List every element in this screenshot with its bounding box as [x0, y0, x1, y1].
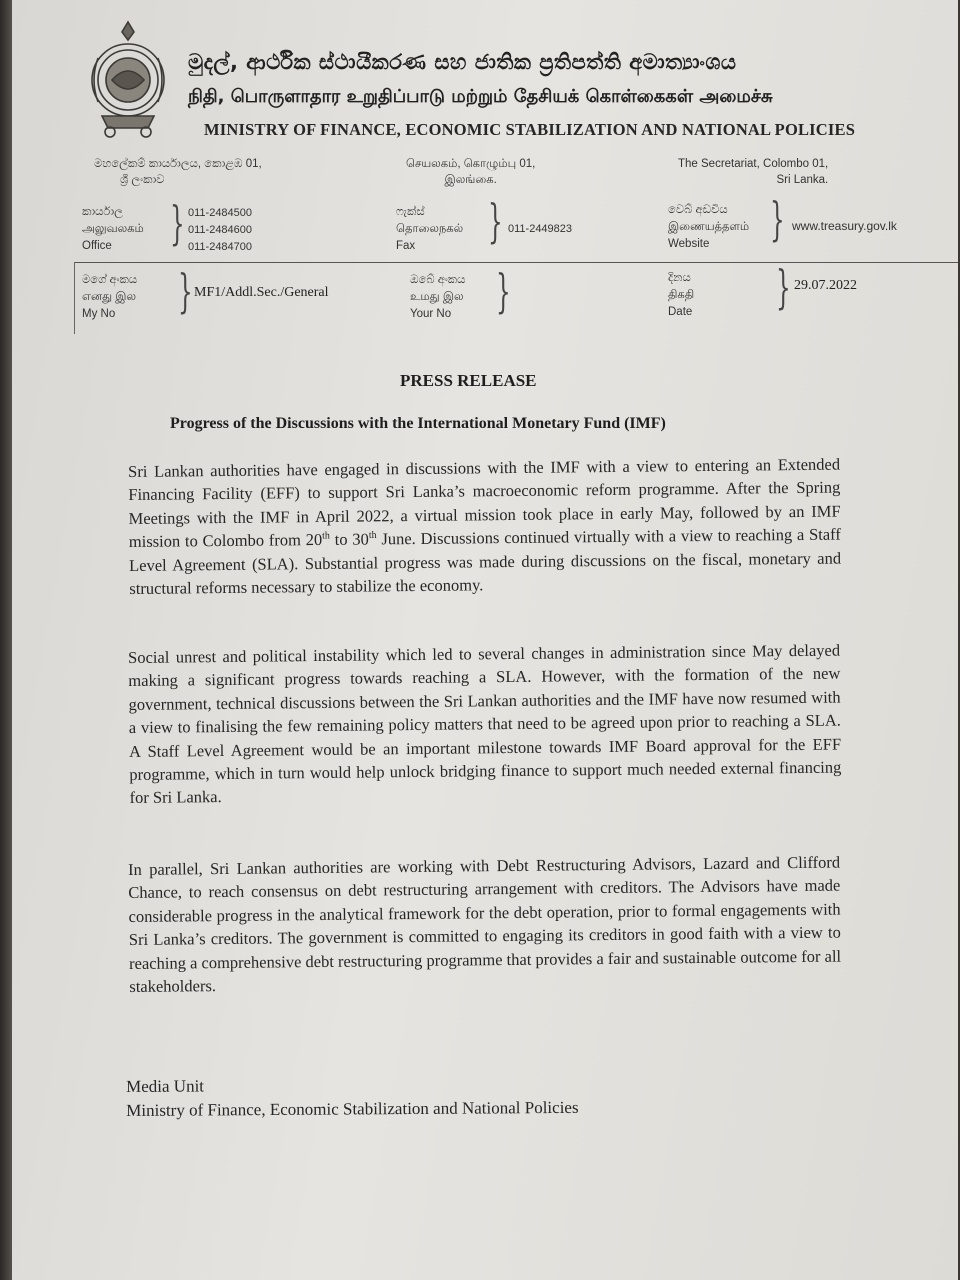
- website-link[interactable]: www.treasury.gov.lk: [792, 219, 897, 233]
- office-number-1: 011-2484500: [188, 207, 253, 219]
- office-contact-block: [82, 204, 144, 255]
- address-sinhala-line1: මහලේකම් කාර්යාලය, කොළඹ 01,: [94, 158, 262, 170]
- my-no-label-ta: எனது இல: [82, 291, 137, 303]
- fax-label-si: ෆැක්ස්: [396, 206, 425, 218]
- your-no-label-block: [410, 272, 465, 323]
- date-brace: }: [776, 260, 791, 314]
- date-label-ta: திகதி: [668, 289, 695, 301]
- paragraph-1-part-b: June. Discussions continued virtually with a view to reaching a Staff Level Agreement (SLA). Substantial progress was made during discussions on the fiscal, monetary and structural reforms necessary to stabilize the economy.: [129, 524, 842, 599]
- fax-brace: }: [488, 194, 503, 248]
- address-english: [678, 156, 828, 188]
- date-label-block: [668, 270, 694, 321]
- fax-label-en: Fax: [396, 240, 416, 252]
- press-release-heading: PRESS RELEASE: [400, 371, 537, 390]
- website-brace: }: [770, 192, 785, 246]
- your-no-label-en: Your No: [410, 308, 452, 320]
- paragraph-1-part-a: Sri Lankan authorities have engaged in discussions with the IMF with a view to entering an Extended Financing Facility (EFF) to support Sri Lanka’s macroeconomic reform programme. After the Spring Meetings with the IMF in April 2022, a virtual mission took place in early May, followed by an IMF mission to Colombo from 20: [128, 454, 841, 552]
- my-no-label-block: [82, 272, 137, 323]
- fax-label-ta: தொலைநகல்: [396, 223, 464, 235]
- superscript-th-2: th: [368, 530, 377, 542]
- press-release-subtitle: Progress of the Discussions with the International Monetary Fund (IMF): [170, 415, 666, 432]
- fax-number: 011-2449823: [508, 223, 573, 235]
- ministry-title-english: MINISTRY OF FINANCE, ECONOMIC STABILIZATION AND NATIONAL POLICIES: [204, 120, 856, 139]
- office-number-3: 011-2484700: [188, 241, 253, 253]
- address-sinhala-line2: ශ්‍රී ලංකාව: [120, 174, 165, 186]
- paragraph-1-mid: to 30: [329, 529, 369, 550]
- website-label-en: Website: [668, 238, 710, 250]
- your-no-label-si: ඔබේ අංකය: [410, 274, 466, 286]
- signature-unit: Media Unit: [126, 1076, 205, 1096]
- header-left-border: [74, 262, 75, 334]
- website-label-ta: இணையத்தளம்: [668, 221, 750, 233]
- signature-ministry: Ministry of Finance, Economic Stabilization and National Policies: [126, 1097, 579, 1120]
- my-no-label-en: My No: [82, 308, 116, 320]
- office-label-en: Office: [82, 240, 112, 252]
- address-tamil-line1: செயலகம், கொழும்பு 01,: [406, 158, 536, 170]
- your-no-label-ta: உமது இல: [410, 291, 464, 303]
- office-number-2: 011-2484600: [188, 224, 253, 236]
- my-no-label-si: මගේ අංකය: [82, 274, 138, 286]
- paragraph-1: [128, 453, 841, 601]
- ministry-title-tamil: நிதி, பொருளாதார உறுதிப்பாடு மற்றும் தேசியக் கொள்கைகள் அமைச்சு: [188, 86, 773, 107]
- header-divider: [74, 262, 958, 263]
- date-label-en: Date: [668, 306, 693, 318]
- my-no-brace: }: [178, 264, 193, 318]
- signature-block: [126, 1072, 579, 1123]
- your-no-brace: }: [496, 264, 511, 318]
- my-no-value: MF1/Addl.Sec./General: [194, 285, 329, 300]
- address-sinhala: [94, 156, 262, 188]
- date-value: 29.07.2022: [794, 278, 857, 293]
- fax-contact-block: [396, 204, 463, 255]
- ministry-title-sinhala: මුදල්, ආර්ථික ස්ථායීකරණ සහ ජාතික ප්‍රතිපත්ති අමාත්‍යාංශය: [188, 50, 737, 74]
- address-tamil: [406, 156, 535, 188]
- address-english-line2: Sri Lanka.: [776, 174, 829, 186]
- office-label-ta: அலுவலகம்: [82, 223, 144, 235]
- website-contact-block: [668, 202, 749, 253]
- office-brace: }: [170, 196, 185, 250]
- address-english-line1: The Secretariat, Colombo 01,: [678, 158, 829, 170]
- paragraph-3: In parallel, Sri Lankan authorities are working with Debt Restructuring Advisors, Lazard and Clifford Chance, to reach consensus on debt restructuring arrangement with creditors. The Advisors have made considerable progress in the analytical framework for the debt operation, prior to formal engagements with Sri Lanka’s creditors. The government is committed to engaging its creditors in good faith with a view to reaching a comprehensive debt restructuring programme that provides a fair and sustainable outcome for all stakeholders.: [128, 852, 842, 997]
- page-shadow: [0, 0, 12, 1280]
- date-label-si: දිනය: [668, 272, 691, 284]
- paragraph-2: Social unrest and political instability which led to several changes in administration since May delayed making a significant progress towards reaching a SLA. However, with the formation of the new government, technical discussions between the Sri Lankan authorities and the IMF have now resumed with a view to finalising the few remaining policy matters that need to be agreed upon prior to reaching a SLA. A Staff Level Agreement would be an important milestone towards IMF Board approval for the EFF programme, which in turn would help unlock bridging finance to support much needed external financing for Sri Lanka.: [128, 640, 842, 808]
- superscript-th-1: th: [322, 530, 330, 542]
- office-label-si: කාර්යාල: [82, 206, 123, 218]
- address-tamil-line2: இலங்கை.: [444, 174, 497, 186]
- office-numbers: [188, 205, 252, 256]
- website-label-si: වෙබ් අඩවිය: [668, 204, 728, 216]
- press-release-document: [12, 0, 958, 1280]
- sri-lanka-emblem-icon: [82, 18, 174, 140]
